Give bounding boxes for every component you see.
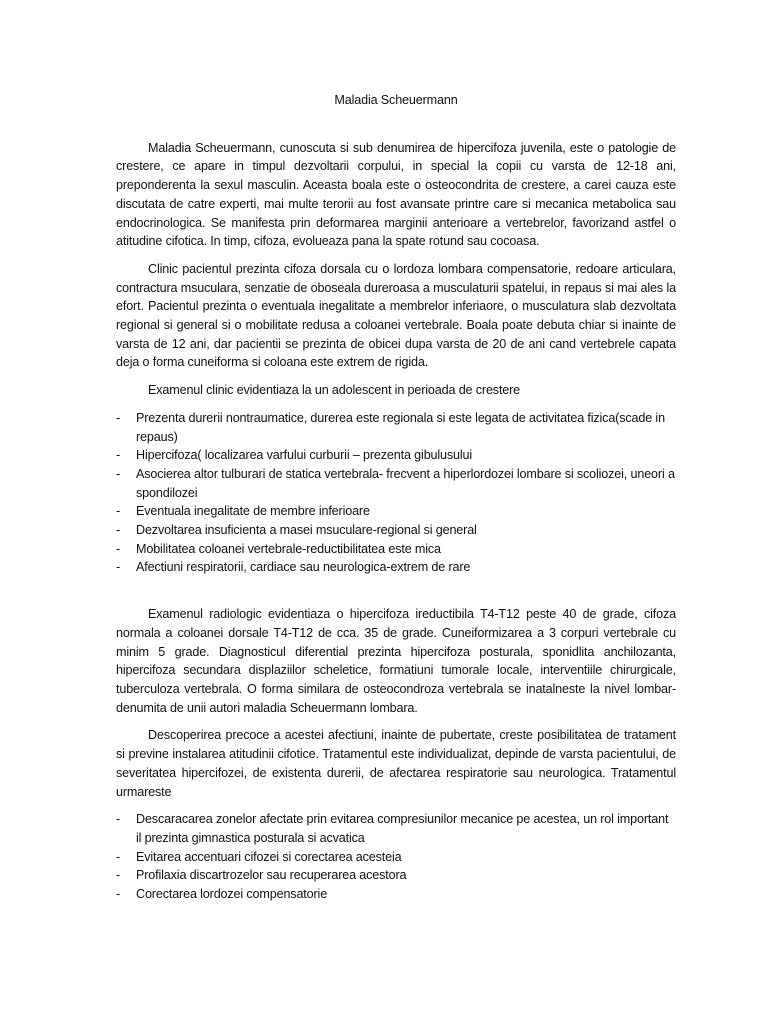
list-item-text: Asocierea altor tulburari de statica vertebrala- frecvent a hiperlordozei lombare si scoliozei, uneori a spondilozei: [136, 466, 675, 500]
bullet-dash: -: [116, 849, 121, 864]
list-item-text: Prezenta durerii nontraumatice, durerea este regionala si este legata de activitatea fizica(scade in repaus): [136, 410, 665, 444]
list-item: [116, 558, 676, 577]
list-item-text: Hipercifoza( localizarea varfului curburii – prezenta gibulusului: [136, 448, 473, 463]
document-title: Maladia Scheuermann: [334, 93, 458, 107]
list-item-text: Evitarea accentuari cifozei si corectarea acesteia: [136, 849, 402, 864]
list-item: [116, 521, 676, 540]
bullet-dash: -: [116, 560, 121, 575]
list-item-text: Corectarea lordozei compensatorie: [136, 887, 328, 902]
clinical-findings-list: [116, 409, 676, 577]
list-item: [116, 866, 676, 885]
list-item: [116, 502, 676, 521]
paragraph-radiology: Examenul radiologic evidentiaza o hipercifoza ireductibila T4-T12 peste 40 de grade, cifoza normala a coloanei dorsale T4-T12 de cca. 35 de grade. Cuneiformizarea a 3 corpuri vertebrale cu minim 5 grade. Diagnosticul diferential prezinta hipercifoza posturala, sponidlita anchilozanta, hipercifoza secundara displaziilor scheletice, formatiuni tumorale locale, interventiile chirurgicale, tuberculoza vertebrala. O forma similara de osteocondroza vertebrala se inatalneste la nivel lombar- denumita de unii autori maladia Scheuermann lombara.: [116, 607, 676, 715]
bullet-dash: -: [116, 812, 121, 827]
document-body: [116, 91, 676, 904]
paragraph-clinical: Clinic pacientul prezinta cifoza dorsala cu o lordoza lombara compensatorie, redoare articulara, contractura msuculara, senzatie de oboseala dureroasa a musculaturii spatelui, in repaus si mai ales la efort. Pacientul prezinta o eventuala inegalitate a membrelor inferiaore, o musculatura slab dezvoltata regional si general si o mobilitate redusa a coloanei vertebrale. Boala poate debuta chiar si inainte de varsta de 12 ani, dar pacientii se prezinta de obicei dupa varsta de 20 de ani cand vertebrele capata deja o forma cuneiforma si coloana este extrem de rigida.: [116, 261, 676, 370]
paragraph-treatment: Descoperirea precoce a acestei afectiuni, inainte de pubertate, creste posibilitatea de tratament si previne instalarea atitudinii cifotice. Tratamentul este individualizat, depinde de varsta pacientului, de severitatea hipercifozei, de existenta durerii, de afectarea respiratorie sau neurologica. Tratamentul urmareste: [116, 728, 676, 799]
list-item-text: Mobilitatea coloanei vertebrale-reductibilitatea este mica: [136, 541, 441, 556]
list-item: [116, 446, 676, 465]
list-item-text: Profilaxia discartrozelor sau recuperarea acestora: [136, 868, 407, 883]
bullet-dash: -: [116, 466, 121, 481]
bullet-dash: -: [116, 868, 121, 883]
paragraph-intro: Maladia Scheuermann, cunoscuta si sub denumirea de hipercifoza juvenila, este o patologie de crestere, ce apare in timpul dezvoltarii corpului, in special la copii cu varsta de 12-18 ani, preponderenta la sexul masculin. Aceasta boala este o osteocondrita de crestere, a carei cauza este discutata de catre experti, mai multe terorii au fost avansate printre care si mecanica metabolica sau endocrinologica. Se manifesta prin deformarea marginii anterioare a vertebrelor, favorizand astfel o atitudine cifotica. In timp, cifoza, evolueaza pana la spate rotund sau cocoasa.: [116, 140, 676, 249]
paragraph-clinical-exam: Examenul clinic evidentiaza la un adolescent in perioada de crestere: [148, 383, 521, 398]
bullet-dash: -: [116, 504, 121, 519]
list-item: [116, 848, 676, 867]
list-item-text: Descaracarea zonelor afectate prin evitarea compresiunilor mecanice pe acestea, un rol important il prezinta gimnastica posturala si acvatica: [136, 812, 669, 845]
bullet-dash: -: [116, 523, 121, 538]
list-item: [116, 885, 676, 904]
list-item: [116, 810, 676, 847]
bullet-dash: -: [116, 887, 121, 902]
list-item-text: Afectiuni respiratorii, cardiace sau neurologica-extrem de rare: [136, 560, 471, 575]
bullet-dash: -: [116, 541, 121, 556]
list-item: [116, 465, 676, 502]
treatment-goals-list: [116, 810, 676, 904]
list-item-text: Dezvoltarea insuficienta a masei msuculare-regional si general: [136, 523, 477, 538]
list-item: [116, 409, 676, 446]
list-item: [116, 540, 676, 559]
bullet-dash: -: [116, 410, 121, 425]
bullet-dash: -: [116, 448, 121, 463]
list-item-text: Eventuala inegalitate de membre inferioare: [136, 504, 370, 519]
